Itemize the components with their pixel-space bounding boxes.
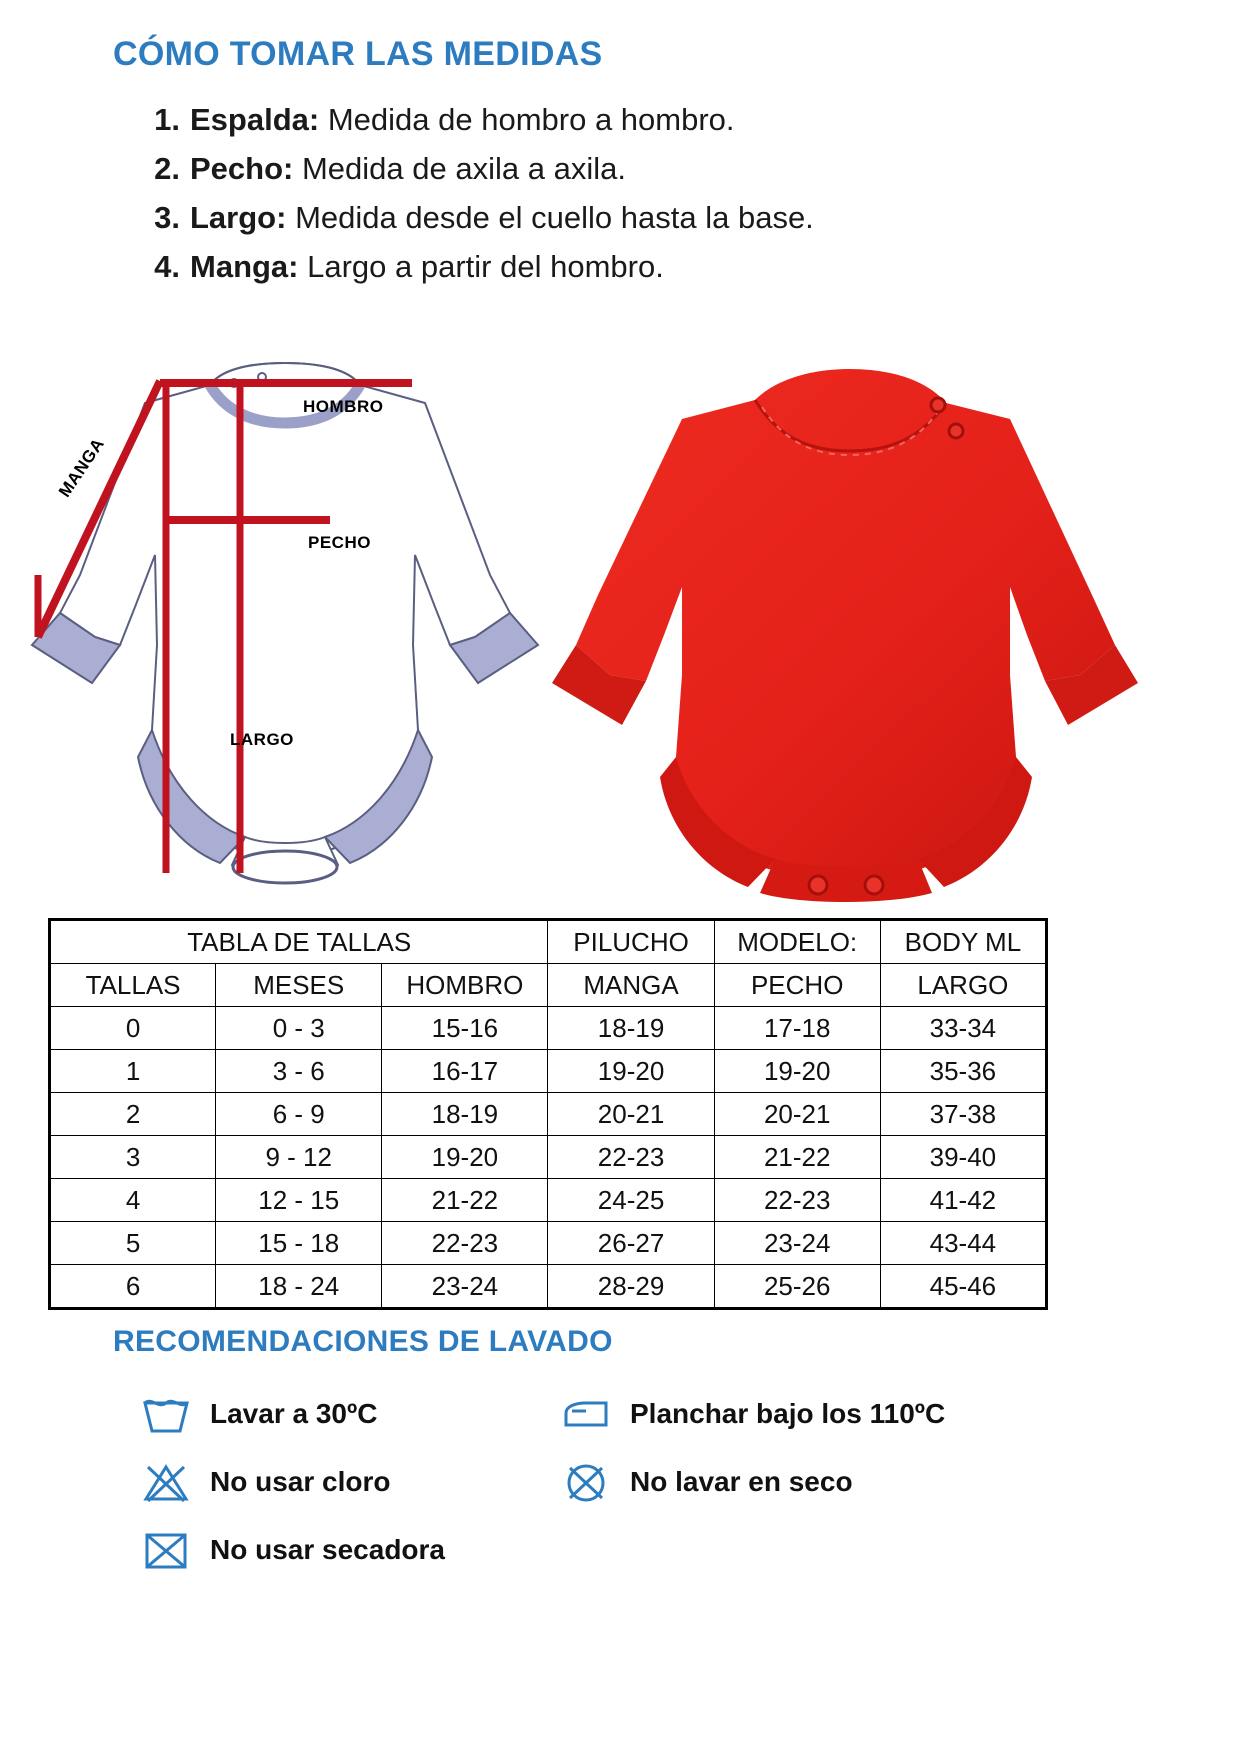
table-cell: 15-16 (382, 1007, 548, 1050)
diagram-label-hombro: HOMBRO (303, 397, 384, 416)
list-item-label: Espalda: (190, 102, 320, 137)
table-cell: 15 - 18 (216, 1222, 382, 1265)
table-cell: 22-23 (382, 1222, 548, 1265)
column-header: HOMBRO (382, 964, 548, 1007)
table-cell: 19-20 (382, 1136, 548, 1179)
washing-item-no-tumble-dry (140, 1527, 560, 1573)
table-cell: 43-44 (880, 1222, 1046, 1265)
table-cell: 0 (50, 1007, 216, 1050)
table-title-cell: TABLA DE TALLAS (50, 920, 548, 964)
washing-row (140, 1380, 1140, 1448)
how-to-measure-title: CÓMO TOMAR LAS MEDIDAS (113, 35, 603, 73)
table-cell: 24-25 (548, 1179, 714, 1222)
table-title-cell: BODY ML (880, 920, 1046, 964)
table-row (50, 1265, 1047, 1309)
table-row (50, 1136, 1047, 1179)
table-title-cell: PILUCHO (548, 920, 714, 964)
table-cell: 3 - 6 (216, 1050, 382, 1093)
table-cell: 28-29 (548, 1265, 714, 1309)
washing-row (140, 1448, 1140, 1516)
washing-item-wash (140, 1391, 560, 1437)
table-cell: 0 - 3 (216, 1007, 382, 1050)
table-cell: 37-38 (880, 1093, 1046, 1136)
technical-drawing (20, 345, 550, 905)
table-cell: 21-22 (714, 1136, 880, 1179)
list-item (140, 242, 1060, 291)
table-cell: 2 (50, 1093, 216, 1136)
table-cell: 3 (50, 1136, 216, 1179)
diagram-label-largo: LARGO (230, 730, 294, 749)
list-item-label: Manga: (190, 249, 299, 284)
iron-icon (560, 1391, 612, 1437)
table-cell: 6 (50, 1265, 216, 1309)
table-cell: 6 - 9 (216, 1093, 382, 1136)
table-cell: 20-21 (714, 1093, 880, 1136)
washing-recommendations-grid (140, 1380, 1140, 1584)
list-item-label: Pecho: (190, 151, 294, 186)
list-item-text: Medida de axila a axila. (301, 151, 626, 186)
table-cell: 23-24 (382, 1265, 548, 1309)
table-cell: 18-19 (548, 1007, 714, 1050)
table-cell: 22-23 (714, 1179, 880, 1222)
table-row (50, 1179, 1047, 1222)
list-item-text: Medida desde el cuello hasta la base. (295, 200, 814, 235)
table-header-row (50, 964, 1047, 1007)
table-title-cell: MODELO: (714, 920, 880, 964)
diagram-label-pecho: PECHO (308, 533, 371, 552)
list-item (140, 144, 1060, 193)
size-table (48, 918, 1048, 1310)
table-cell: 17-18 (714, 1007, 880, 1050)
washing-item-label: No usar secadora (210, 1534, 445, 1565)
table-cell: 35-36 (880, 1050, 1046, 1093)
list-item-number: 4. (154, 249, 180, 284)
table-row (50, 1007, 1047, 1050)
size-table-container (48, 918, 1048, 1310)
table-cell: 45-46 (880, 1265, 1046, 1309)
table-cell: 18-19 (382, 1093, 548, 1136)
red-bodysuit-svg (540, 345, 1140, 905)
table-cell: 25-26 (714, 1265, 880, 1309)
list-item (140, 193, 1060, 242)
no-dry-clean-icon (560, 1459, 612, 1505)
list-item-number: 2. (154, 151, 180, 186)
table-cell: 21-22 (382, 1179, 548, 1222)
product-photo-red-bodysuit (540, 345, 1140, 905)
table-cell: 4 (50, 1179, 216, 1222)
list-item (140, 95, 1060, 144)
table-row (50, 1093, 1047, 1136)
table-title-row (50, 920, 1047, 964)
garment-illustrations (0, 345, 1241, 910)
washing-row (140, 1516, 1140, 1584)
measure-instructions-list (140, 95, 1060, 291)
washing-item-no-dry-clean (560, 1459, 1060, 1505)
column-header: MANGA (548, 964, 714, 1007)
no-tumble-dry-icon (140, 1527, 192, 1573)
table-cell: 19-20 (548, 1050, 714, 1093)
table-cell: 18 - 24 (216, 1265, 382, 1309)
table-row (50, 1050, 1047, 1093)
column-header: PECHO (714, 964, 880, 1007)
table-cell: 39-40 (880, 1136, 1046, 1179)
table-cell: 9 - 12 (216, 1136, 382, 1179)
bodysuit-outline-svg (20, 345, 550, 905)
column-header: MESES (216, 964, 382, 1007)
table-cell: 16-17 (382, 1050, 548, 1093)
table-cell: 20-21 (548, 1093, 714, 1136)
table-cell: 41-42 (880, 1179, 1046, 1222)
list-item-text: Largo a partir del hombro. (307, 249, 664, 284)
washing-recommendations-title: RECOMENDACIONES DE LAVADO (113, 1325, 613, 1358)
column-header: LARGO (880, 964, 1046, 1007)
washing-item-label: Lavar a 30ºC (210, 1398, 378, 1429)
list-item-number: 1. (154, 102, 180, 137)
list-item-label: Largo: (190, 200, 287, 235)
table-cell: 1 (50, 1050, 216, 1093)
diagram-label-manga: MANGA (55, 434, 109, 501)
washing-item-no-bleach (140, 1459, 560, 1505)
table-cell: 22-23 (548, 1136, 714, 1179)
column-header: TALLAS (50, 964, 216, 1007)
table-row (50, 1222, 1047, 1265)
washing-item-label: Planchar bajo los 110ºC (630, 1398, 946, 1429)
table-cell: 12 - 15 (216, 1179, 382, 1222)
wash-tub-icon (140, 1391, 192, 1437)
table-cell: 26-27 (548, 1222, 714, 1265)
washing-item-iron (560, 1391, 1060, 1437)
table-cell: 5 (50, 1222, 216, 1265)
list-item-text: Medida de hombro a hombro. (327, 102, 735, 137)
washing-item-label: No lavar en seco (630, 1466, 853, 1497)
table-cell: 33-34 (880, 1007, 1046, 1050)
list-item-number: 3. (154, 200, 180, 235)
no-bleach-icon (140, 1459, 192, 1505)
table-cell: 23-24 (714, 1222, 880, 1265)
table-cell: 19-20 (714, 1050, 880, 1093)
washing-item-label: No usar cloro (210, 1466, 391, 1497)
